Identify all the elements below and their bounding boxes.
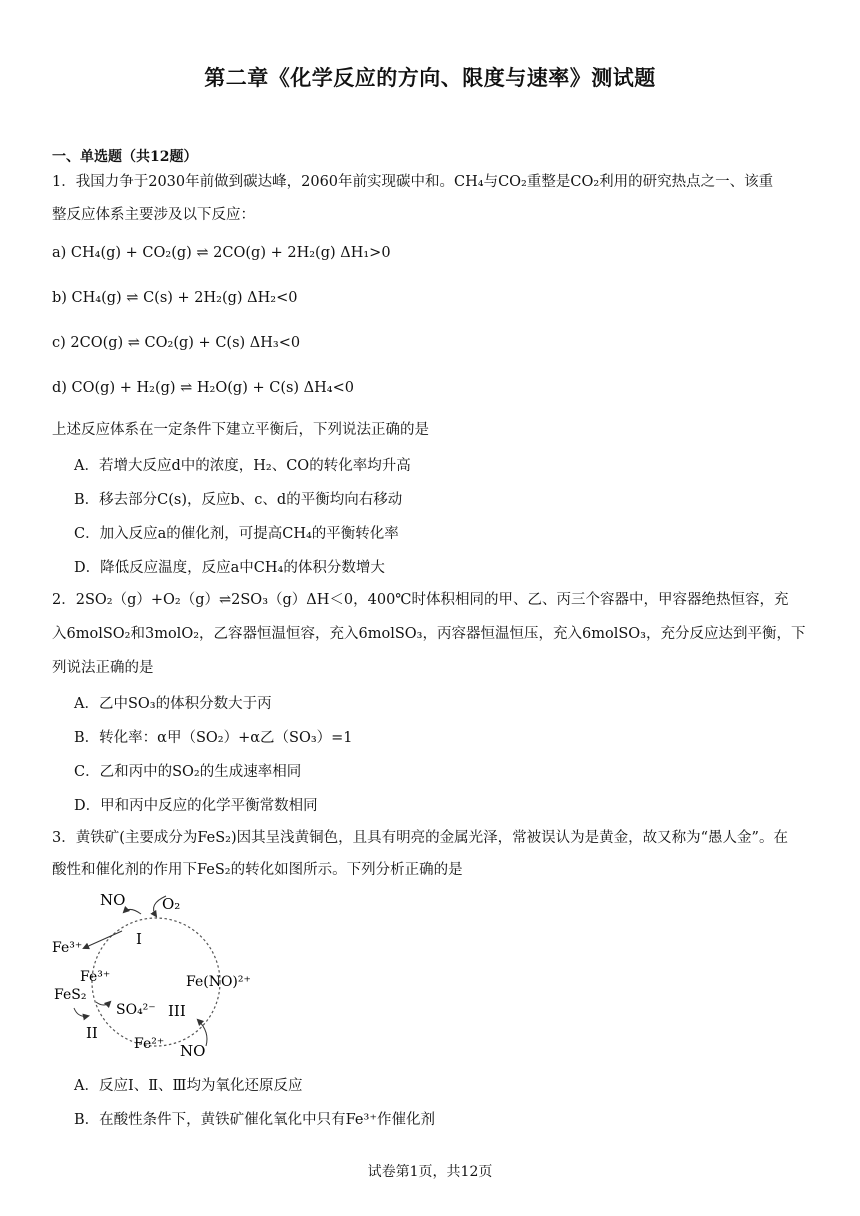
diagram-label-so4: SO₄²⁻: [116, 1002, 156, 1018]
diagram-label-fes2: FeS₂: [54, 987, 87, 1003]
q1-stem-line1: 1．我国力争于2030年前做到碳达峰，2060年前实现碳中和。CH₄与CO₂重整是CO₂利用的研究热点之一、该重: [52, 174, 774, 190]
q1-equation-b: b) CH₄(g) ⇌ C(s) + 2H₂(g) ΔH₂<0: [52, 290, 298, 306]
diagram-label-step2: II: [86, 1024, 98, 1042]
diagram-label-no-top: NO: [100, 891, 126, 909]
diagram-label-no-bottom: NO: [180, 1042, 206, 1060]
q3-stem-line1: 3．黄铁矿(主要成分为FeS₂)因其呈浅黄铜色，且具有明亮的金属光泽，常被误认为是黄金，故又称为“愚人金”。在: [52, 830, 788, 846]
q1-option-a[interactable]: A．若增大反应d中的浓度，H₂、CO的转化率均升高: [74, 458, 411, 474]
q2-stem-line3: 列说法正确的是: [52, 660, 154, 676]
q1-prompt: 上述反应体系在一定条件下建立平衡后，下列说法正确的是: [52, 422, 429, 438]
q2-stem-line1: 2．2SO₂（g）+O₂（g）⇌2SO₃（g）ΔH＜0，400℃时体积相同的甲、乙、丙三个容器中，甲容器绝热恒容，充: [52, 592, 789, 608]
arrow-fes2-in: [74, 1008, 88, 1016]
q2-option-a[interactable]: A．乙中SO₃的体积分数大于丙: [74, 696, 272, 712]
q1-option-d[interactable]: D．降低反应温度，反应a中CH₄的体积分数增大: [74, 560, 385, 576]
q1-stem-line2: 整反应体系主要涉及以下反应：: [52, 207, 255, 223]
q1-equation-d: d) CO(g) + H₂(g) ⇌ H₂O(g) + C(s) ΔH₄<0: [52, 380, 354, 396]
q3-option-a[interactable]: A．反应Ⅰ、Ⅱ、Ⅲ均为氧化还原反应: [74, 1078, 303, 1094]
q1-option-b[interactable]: B．移去部分C(s)，反应b、c、d的平衡均向右移动: [74, 492, 403, 508]
q1-option-c[interactable]: C．加入反应a的催化剂，可提高CH₄的平衡转化率: [74, 526, 399, 542]
diagram-label-fe2: Fe²⁺: [134, 1036, 165, 1052]
diagram-label-o2: O₂: [162, 895, 181, 913]
page-title: 第二章《化学反应的方向、限度与速率》测试题: [204, 65, 656, 90]
diagram-label-feno: Fe(NO)²⁺: [186, 974, 251, 990]
page-footer: 试卷第1页，共12页: [367, 1164, 493, 1180]
diagram-label-step3: III: [168, 1002, 186, 1020]
q2-option-c[interactable]: C．乙和丙中的SO₂的生成速率相同: [74, 764, 302, 780]
q3-stem-line2: 酸性和催化剂的作用下FeS₂的转化如图所示。下列分析正确的是: [52, 862, 463, 878]
arrow-fe3-out: [84, 931, 122, 948]
diagram-label-fe3-left: Fe³⁺: [52, 940, 83, 956]
fes2-cycle-diagram: [48, 886, 268, 1066]
q3-option-b[interactable]: B．在酸性条件下，黄铁矿催化氧化中只有Fe³⁺作催化剂: [74, 1112, 435, 1128]
arrow-so4-out: [96, 1002, 110, 1005]
section-heading: 一、单选题（共12题）: [52, 149, 198, 165]
diagram-label-step1: I: [136, 930, 142, 948]
diagram-label-fe3-inner: Fe³⁺: [80, 969, 111, 985]
arrow-no-out: [124, 909, 141, 914]
q1-equation-c: c) 2CO(g) ⇌ CO₂(g) + C(s) ΔH₃<0: [52, 335, 301, 351]
q2-option-b[interactable]: B．转化率：α甲（SO₂）+α乙（SO₃）=1: [74, 730, 353, 746]
q2-option-d[interactable]: D．甲和丙中反应的化学平衡常数相同: [74, 798, 318, 814]
q2-stem-line2: 入6molSO₂和3molO₂，乙容器恒温恒容，充入6molSO₃，丙容器恒温恒压，充入6molSO₃，充分反应达到平衡，下: [52, 626, 806, 642]
q1-equation-a: a) CH₄(g) + CO₂(g) ⇌ 2CO(g) + 2H₂(g) ΔH₁>0: [52, 245, 391, 261]
